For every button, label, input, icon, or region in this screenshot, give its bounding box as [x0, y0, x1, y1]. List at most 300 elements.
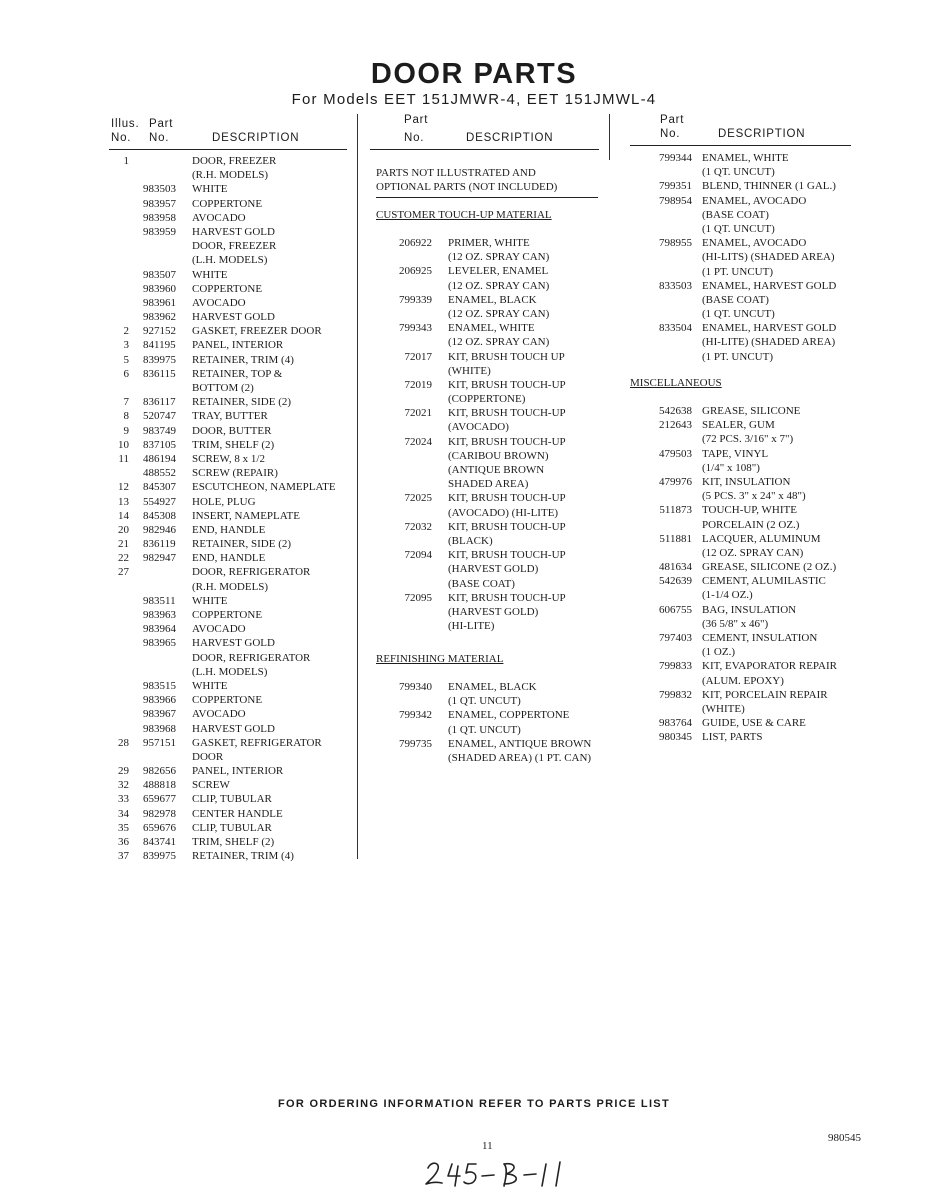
part-description: COPPERTONE: [192, 609, 263, 621]
touchup-row: [376, 605, 606, 619]
illus-number: 12: [118, 481, 129, 494]
touchup-row: [376, 307, 606, 321]
description-header-1: [212, 131, 299, 145]
part-number: 983962: [143, 311, 176, 324]
part-row: [109, 197, 354, 211]
part-row: [109, 792, 354, 806]
touchup-row: [376, 619, 606, 633]
parts-not-illustrated-note: [376, 166, 557, 194]
part-description: SEALER, GUM: [702, 419, 775, 432]
part-description: ENAMEL, AVOCADO: [702, 237, 807, 250]
part-number: 833503: [659, 279, 692, 292]
part-description: KIT, BRUSH TOUCH-UP: [448, 407, 566, 420]
misc-row: [630, 716, 870, 730]
misc-row: [630, 503, 870, 517]
refinishing-row: [376, 723, 606, 737]
part-description: TOUCH-UP, WHITE: [702, 504, 797, 517]
part-row: [109, 722, 354, 736]
part-description: (HI-LITE): [448, 620, 495, 633]
part-description: WHITE: [192, 268, 228, 281]
part-description: CEMENT, ALUMILASTIC: [702, 575, 826, 588]
part-row: [109, 821, 354, 835]
touchup-row: [376, 534, 606, 548]
illus-no-header: [111, 117, 139, 145]
part-number: 488552: [143, 467, 176, 480]
part-row: [109, 324, 354, 338]
part-row: [109, 807, 354, 821]
touchup-row: [376, 378, 606, 392]
part-description: HARVEST GOLD: [192, 637, 275, 650]
part-row: [109, 268, 354, 282]
part-row: [109, 211, 354, 225]
page-title: DOOR PARTS: [370, 58, 578, 90]
part-number: 982978: [143, 807, 176, 820]
part-description: ENAMEL, WHITE: [702, 152, 789, 164]
part-description: TRAY, BUTTER: [192, 410, 268, 423]
part-number: 839975: [143, 850, 176, 863]
part-row: [109, 225, 354, 239]
part-row: [109, 565, 354, 579]
refinishing-row: [376, 737, 606, 751]
part-row: [109, 580, 354, 594]
part-number: 72025: [404, 492, 432, 505]
part-number: 983960: [143, 282, 176, 295]
description-header-3: [718, 127, 805, 141]
part-number: 659676: [143, 821, 176, 834]
part-description: (HI-LITS) (SHADED AREA): [702, 251, 835, 264]
part-description: CENTER HANDLE: [192, 807, 283, 820]
part-number: 983961: [143, 296, 176, 309]
description-header-2-text: DESCRIPTION: [466, 132, 554, 144]
part-description: KIT, EVAPORATOR REPAIR: [702, 660, 837, 673]
part-description: KIT, BRUSH TOUCH-UP: [448, 591, 566, 604]
touchup-row: [376, 392, 606, 406]
refinishing-row: [376, 751, 606, 765]
illus-number: 35: [118, 821, 129, 834]
touchup-row: [376, 449, 606, 463]
enamel-row: [630, 236, 870, 250]
part-number: 542639: [659, 575, 692, 588]
column-separator-1: [357, 114, 358, 859]
part-description: LIST, PARTS: [702, 731, 763, 744]
part-row: [109, 452, 354, 466]
touchup-row: [376, 364, 606, 378]
part-description: RETAINER, TRIM (4): [192, 353, 294, 366]
illus-number: 13: [118, 495, 129, 508]
part-description: HOLE, PLUG: [192, 495, 256, 508]
enamel-row: [630, 165, 870, 179]
enamel-row: [630, 350, 870, 364]
refinishing-list: [376, 680, 606, 765]
part-description: ENAMEL, WHITE: [448, 322, 535, 335]
part-description: DOOR, REFRIGERATOR: [192, 651, 311, 664]
part-number: 72024: [404, 435, 432, 448]
illus-number: 3: [123, 339, 129, 352]
part-number: 511873: [659, 504, 692, 517]
part-number: 983503: [143, 183, 176, 196]
part-row: [109, 168, 354, 182]
part-description: (72 PCS. 3/16" x 7"): [702, 433, 794, 446]
handwritten-note: [420, 1156, 570, 1190]
part-number: 799735: [399, 737, 432, 750]
part-number: 606755: [659, 603, 692, 616]
part-number: 542638: [659, 405, 692, 417]
part-row: [109, 764, 354, 778]
touchup-row: [376, 577, 606, 591]
illus-number: 29: [118, 765, 129, 778]
part-row: [109, 353, 354, 367]
part-description: (12 OZ. SPRAY CAN): [448, 251, 550, 264]
part-description: (COPPERTONE): [448, 393, 526, 406]
part-description: END, HANDLE: [192, 523, 266, 536]
illus-number: 20: [118, 523, 129, 536]
misc-row: [630, 702, 870, 716]
part-description: DOOR, FREEZER: [192, 155, 277, 167]
part-no-header-2-line1: Part: [404, 114, 429, 126]
part-description: ENAMEL, BLACK: [448, 681, 537, 693]
touchup-row: [376, 491, 606, 505]
part-description: GREASE, SILICONE (2 OZ.): [702, 561, 837, 574]
enamel-row: [630, 335, 870, 349]
part-no-header-3: [660, 113, 684, 141]
touchup-row: [376, 477, 606, 491]
part-row: [109, 608, 354, 622]
part-number: 836119: [143, 538, 176, 551]
part-description: (5 PCS. 3" x 24" x 48"): [702, 490, 806, 503]
misc-row: [630, 546, 870, 560]
enamel-row: [630, 293, 870, 307]
part-description: COPPERTONE: [192, 282, 263, 295]
enamel-row: [630, 222, 870, 236]
part-number: 983764: [659, 717, 692, 730]
touchup-row: [376, 520, 606, 534]
part-description: KIT, BRUSH TOUCH-UP: [448, 435, 566, 448]
part-row: [109, 523, 354, 537]
section-miscellaneous: MISCELLANEOUS: [630, 377, 722, 389]
part-description: (AVOCADO): [448, 421, 509, 434]
illus-number: 34: [118, 807, 129, 820]
part-description: (1 QT. UNCUT): [702, 308, 775, 321]
part-row: [109, 665, 354, 679]
illus-number: 22: [118, 552, 129, 565]
refinishing-row: [376, 680, 606, 694]
part-description: (BLACK): [448, 534, 493, 547]
part-description: ENAMEL, ANTIQUE BROWN: [448, 737, 592, 750]
part-number: 659677: [143, 793, 176, 806]
misc-row: [630, 475, 870, 489]
illus-no-header-line2: No.: [111, 132, 132, 144]
part-description: RETAINER, TRIM (4): [192, 850, 294, 863]
part-description: DOOR, FREEZER: [192, 240, 277, 253]
part-description: RETAINER, SIDE (2): [192, 396, 292, 409]
part-description: KIT, PORCELAIN REPAIR: [702, 688, 828, 701]
part-row: [109, 466, 354, 480]
part-description: ENAMEL, BLACK: [448, 293, 537, 306]
ordering-footer: FOR ORDERING INFORMATION REFER TO PARTS PRICE LIST: [278, 1098, 670, 1110]
part-row: [109, 338, 354, 352]
part-description: (1 QT. UNCUT): [448, 723, 521, 736]
part-description: KIT, BRUSH TOUCH-UP: [448, 520, 566, 533]
part-description: (12 OZ. SPRAY CAN): [448, 307, 550, 320]
illus-number: 36: [118, 836, 129, 848]
part-description: RETAINER, SIDE (2): [192, 538, 292, 551]
part-row: [109, 409, 354, 423]
part-number: 983959: [143, 225, 176, 238]
part-description: WHITE: [192, 679, 228, 692]
part-number: 206925: [399, 265, 432, 278]
part-description: (1 OZ.): [702, 646, 735, 659]
part-description: KIT, BRUSH TOUCH-UP: [448, 492, 566, 505]
part-description: KIT, BRUSH TOUCH UP: [448, 350, 565, 363]
part-description: ESCUTCHEON, NAMEPLATE: [192, 481, 336, 494]
part-description: HARVEST GOLD: [192, 311, 275, 324]
part-description: (BASE COAT): [448, 577, 515, 590]
part-description: SCREW, 8 x 1/2: [192, 452, 265, 465]
part-row: [109, 693, 354, 707]
part-number: 488818: [143, 779, 176, 792]
part-description: WHITE: [192, 594, 228, 607]
part-number: 837105: [143, 438, 176, 451]
misc-row: [630, 588, 870, 602]
illus-number: 5: [123, 353, 129, 366]
illus-number: 7: [123, 396, 129, 409]
enamel-row: [630, 194, 870, 208]
part-description: (AVOCADO) (HI-LITE): [448, 506, 559, 519]
part-description: KIT, BRUSH TOUCH-UP: [448, 378, 566, 391]
part-description: CLIP, TUBULAR: [192, 793, 272, 806]
illus-number: 10: [118, 438, 129, 451]
part-description: (R.H. MODELS): [192, 169, 269, 182]
part-description: (1 QT. UNCUT): [448, 695, 521, 708]
part-description: (HARVEST GOLD): [448, 563, 539, 576]
part-number: 798955: [659, 237, 692, 250]
part-number: 72021: [404, 407, 432, 420]
part-row: [109, 310, 354, 324]
part-description: TAPE, VINYL: [702, 447, 769, 460]
part-number: 983964: [143, 623, 176, 636]
part-number: 983957: [143, 197, 176, 210]
part-description: (WHITE): [702, 702, 745, 715]
part-row: [109, 594, 354, 608]
part-description: AVOCADO: [192, 623, 246, 636]
part-number: 799342: [399, 709, 432, 722]
part-no-header-3-line1: Part: [660, 114, 685, 126]
part-row: [109, 551, 354, 565]
section-customer-touchup: CUSTOMER TOUCH-UP MATERIAL: [376, 209, 552, 221]
part-number: 980345: [659, 731, 692, 744]
part-description: PORCELAIN (2 OZ.): [702, 518, 800, 531]
part-description: (1-1/4 OZ.): [702, 589, 753, 602]
part-row: [109, 282, 354, 296]
part-description: GUIDE, USE & CARE: [702, 717, 806, 730]
part-description: LACQUER, ALUMINUM: [702, 532, 821, 545]
part-row: [109, 707, 354, 721]
part-row: [109, 381, 354, 395]
touchup-row: [376, 250, 606, 264]
illus-number: 27: [118, 566, 129, 579]
part-description: (12 OZ. SPRAY CAN): [448, 279, 550, 292]
part-number: 799340: [399, 681, 432, 693]
part-number: 982656: [143, 765, 176, 778]
part-description: (12 OZ. SPRAY CAN): [702, 546, 804, 559]
part-description: (R.H. MODELS): [192, 580, 269, 593]
part-description: BOTTOM (2): [192, 382, 254, 394]
part-no-header-1-line1: Part: [149, 118, 174, 130]
part-description: (L.H. MODELS): [192, 665, 268, 678]
part-description: CLIP, TUBULAR: [192, 821, 272, 834]
misc-row: [630, 560, 870, 574]
part-number: 841195: [143, 339, 176, 352]
illus-number: 8: [123, 410, 129, 423]
part-description: (36 5/8" x 46"): [702, 617, 769, 630]
part-number: 797403: [659, 632, 692, 644]
part-no-header-1-line2: No.: [149, 132, 170, 144]
part-description: (ALUM. EPOXY): [702, 674, 784, 687]
part-description: (BASE COAT): [702, 293, 769, 306]
part-number: 983511: [143, 594, 176, 607]
part-number: 479503: [659, 447, 692, 460]
part-row: [109, 480, 354, 494]
part-number: 520747: [143, 410, 176, 423]
part-number: 982946: [143, 523, 176, 536]
part-row: [109, 835, 354, 849]
part-row: [109, 296, 354, 310]
part-number: 72019: [404, 378, 432, 391]
part-description: (1 QT. UNCUT): [702, 166, 775, 179]
misc-row: [630, 603, 870, 617]
touchup-row: [376, 420, 606, 434]
part-number: 206922: [399, 237, 432, 249]
enamel-row: [630, 250, 870, 264]
part-description: ENAMEL, COPPERTONE: [448, 709, 570, 722]
misc-row: [630, 447, 870, 461]
part-description: GASKET, FREEZER DOOR: [192, 325, 322, 338]
part-description: INSERT, NAMEPLATE: [192, 509, 300, 522]
part-description: PANEL, INTERIOR: [192, 339, 284, 352]
touchup-row: [376, 591, 606, 605]
part-number: 554927: [143, 495, 176, 508]
part-number: 983968: [143, 722, 176, 735]
enamel-row: [630, 307, 870, 321]
part-description: HARVEST GOLD: [192, 722, 275, 735]
part-description: (1 PT. UNCUT): [702, 265, 773, 278]
section-refinishing: REFINISHING MATERIAL: [376, 653, 504, 665]
misc-row: [630, 674, 870, 688]
touchup-row: [376, 506, 606, 520]
part-description: END, HANDLE: [192, 552, 266, 565]
misc-row: [630, 404, 870, 418]
part-number: 72032: [404, 520, 432, 533]
part-description: HARVEST GOLD: [192, 225, 275, 238]
part-description: (1 PT. UNCUT): [702, 350, 773, 363]
part-number: 799833: [659, 660, 692, 673]
part-number: 836115: [143, 367, 176, 380]
enamel-row: [630, 279, 870, 293]
part-row: [109, 636, 354, 650]
parts-column-3-top: [630, 151, 870, 364]
part-number: 845308: [143, 509, 176, 522]
illus-number: 1: [123, 155, 129, 167]
part-description: RETAINER, TOP &: [192, 367, 283, 380]
part-number: 927152: [143, 325, 176, 338]
part-description: ENAMEL, HARVEST GOLD: [702, 322, 837, 335]
part-description: (ANTIQUE BROWN: [448, 464, 545, 476]
touchup-row: [376, 293, 606, 307]
enamel-row: [630, 208, 870, 222]
enamel-row: [630, 321, 870, 335]
part-description: AVOCADO: [192, 211, 246, 224]
part-row: [109, 778, 354, 792]
touchup-row: [376, 562, 606, 576]
illus-number: 2: [123, 325, 129, 338]
part-no-header-1: [149, 117, 173, 145]
misc-row: [630, 418, 870, 432]
part-number: 212643: [659, 419, 692, 432]
part-row: [109, 367, 354, 381]
part-row: [109, 395, 354, 409]
enamel-row: [630, 151, 870, 165]
refinishing-row: [376, 694, 606, 708]
header-rule-1: [109, 149, 347, 150]
part-description: CEMENT, INSULATION: [702, 632, 818, 644]
touchup-row: [376, 264, 606, 278]
part-number: 511881: [659, 532, 692, 545]
description-header-1-text: DESCRIPTION: [212, 132, 300, 144]
misc-row: [630, 617, 870, 631]
part-number: 839975: [143, 353, 176, 366]
part-description: COPPERTONE: [192, 197, 263, 210]
part-description: COPPERTONE: [192, 694, 263, 707]
illus-number: 28: [118, 736, 129, 749]
part-description: (1/4" x 108"): [702, 461, 760, 474]
part-description: (BASE COAT): [702, 208, 769, 221]
touchup-row: [376, 335, 606, 349]
part-description: LEVELER, ENAMEL: [448, 265, 549, 278]
part-number: 982947: [143, 552, 176, 565]
miscellaneous-list: [630, 404, 870, 745]
part-description: BAG, INSULATION: [702, 603, 797, 616]
part-number: 983958: [143, 211, 176, 224]
note-rule: [376, 197, 598, 198]
part-row: [109, 438, 354, 452]
part-description: KIT, INSULATION: [702, 475, 791, 488]
part-description: TRIM, SHELF (2): [192, 438, 275, 451]
part-description: AVOCADO: [192, 708, 246, 721]
part-row: [109, 182, 354, 196]
part-number: 833504: [659, 322, 692, 335]
part-row: [109, 679, 354, 693]
part-row: [109, 651, 354, 665]
part-number: 798954: [659, 194, 692, 207]
part-row: [109, 750, 354, 764]
part-description: SHADED AREA): [448, 478, 529, 491]
parts-column-1: [109, 154, 354, 863]
customer-touchup-list: [376, 236, 606, 633]
misc-row: [630, 631, 870, 645]
misc-row: [630, 489, 870, 503]
part-row: [109, 154, 354, 168]
illus-number: 32: [118, 779, 129, 792]
part-number: 983507: [143, 268, 176, 281]
touchup-row: [376, 406, 606, 420]
part-description: (CARIBOU BROWN): [448, 449, 549, 462]
part-number: 836117: [143, 396, 176, 409]
part-number: 799343: [399, 322, 432, 335]
misc-row: [630, 688, 870, 702]
note-line-2: OPTIONAL PARTS (NOT INCLUDED): [376, 181, 558, 194]
description-header-3-text: DESCRIPTION: [718, 128, 806, 140]
part-number: 799339: [399, 293, 432, 306]
